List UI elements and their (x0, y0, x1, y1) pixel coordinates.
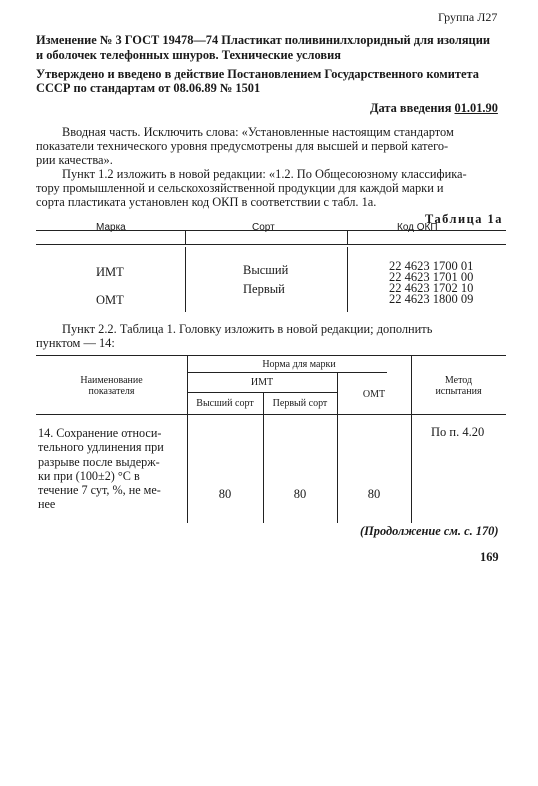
table1-header-name-line-2: показателя (88, 386, 135, 397)
table1-header-method-line-2: испытания (435, 386, 482, 397)
table1a-header-rule (36, 244, 506, 245)
para1-line-1: Вводная часть. Исключить слова: «Установленные настоящим стандартом (62, 125, 454, 139)
amendment-title-line-1: Изменение № 3 ГОСТ 19478—74 Пластикат поливинилхлоридный для изоляции (36, 33, 490, 47)
table1-header-omt: ОМТ (362, 389, 386, 400)
table1a-col-divider-2b (347, 247, 348, 312)
table1a-col-divider-1 (185, 230, 186, 244)
table1a-code-2: 22 4623 1701 00 (389, 270, 474, 284)
table1-header-name (36, 375, 187, 397)
table1a-code-3: 22 4623 1702 10 (389, 281, 474, 295)
amendment-title-line-2: и оболочек телефонных шнуров. Технические условия (36, 48, 341, 62)
para2-line-3: сорта пластиката установлен код ОКП в соответствии с табл. 1а. (36, 195, 377, 209)
continuation-note: (Продолжение см. с. 170) (360, 524, 499, 538)
table1a-grade-first: Первый (243, 282, 285, 296)
table1-header-bottom-rule (36, 414, 506, 415)
row14-name-line-4: ки при (100±2) °С в (38, 468, 140, 483)
table1-header-method-line-1: Метод (444, 375, 473, 386)
row14-name-line-2: тельного удлинения при (38, 440, 164, 455)
table1-header-top-grade: Высший сорт (196, 398, 254, 409)
table1a-col-divider-1b (185, 247, 186, 312)
row14-name-line-1: 14. Сохранение относи- (38, 426, 162, 440)
table1-top-rule (36, 355, 506, 356)
effective-date (370, 101, 498, 116)
table1a-code-4: 22 4623 1800 09 (389, 292, 474, 306)
para1-line-2: показатели технического уровня предусмотрены для высшей и первой катего- (36, 139, 449, 153)
table1a-col-divider-2 (347, 230, 348, 244)
para3-line-1: Пункт 2.2. Таблица 1. Головку изложить в новой редакции; дополнить (62, 322, 433, 336)
effective-date-label: Дата введения (370, 101, 452, 115)
table1-header-method (411, 375, 506, 397)
effective-date-value: 01.01.90 (454, 101, 498, 115)
table1a-mark-imt: ИМТ (96, 265, 124, 279)
group-label: Группа Л27 (438, 10, 498, 24)
row14-name-line-6: нее (38, 497, 56, 512)
table1-row14-imt-first: 80 (293, 487, 307, 501)
para1-line-3: рии качества». (36, 153, 113, 167)
table1a-caption: Таблица 1а (425, 212, 503, 226)
approval-line-2: СССР по стандартам от 08.06.89 № 1501 (36, 81, 261, 95)
para2-line-2: тору промышленной и сельскохозяйственной продукции для каждой марки и (36, 181, 444, 195)
table1-header-first-grade: Первый сорт (272, 398, 328, 409)
table1a-mark-omt: ОМТ (96, 293, 124, 307)
table1a-grade-top: Высший (243, 263, 289, 277)
approval-line-1: Утверждено и введено в действие Постановлением Государственного комитета (36, 67, 479, 81)
table1-row14-method: По п. 4.20 (431, 425, 485, 439)
table1a-code-1: 22 4623 1700 01 (389, 259, 474, 273)
para3-line-2: пунктом — 14: (36, 336, 115, 350)
page-number: 169 (480, 550, 499, 564)
table1-header-name-line-1: Наименование (80, 375, 143, 386)
table1-header-imt: ИМТ (250, 377, 274, 388)
table1-norm-rule (187, 372, 387, 373)
table1-row14-name (38, 426, 164, 512)
table1a-header-mark: Марка (96, 222, 126, 233)
table1-imt-rule (187, 392, 337, 393)
row14-name-line-3: разрыве после выдерж- (38, 454, 160, 469)
table1-header-norm: Норма для марки (262, 359, 336, 370)
table1-col-divider-2 (263, 392, 264, 523)
para2-line-1: Пункт 1.2 изложить в новой редакции: «1.2. По Общесоюзному классифика- (62, 167, 467, 181)
table1-row14-omt: 80 (367, 487, 381, 501)
table1a-header-okp: Код ОКП (397, 222, 438, 233)
table1a-header-grade: Сорт (252, 222, 275, 233)
row14-name-line-5: течение 7 сут, %, не ме- (38, 483, 161, 498)
table1-row14-imt-top: 80 (218, 487, 232, 501)
